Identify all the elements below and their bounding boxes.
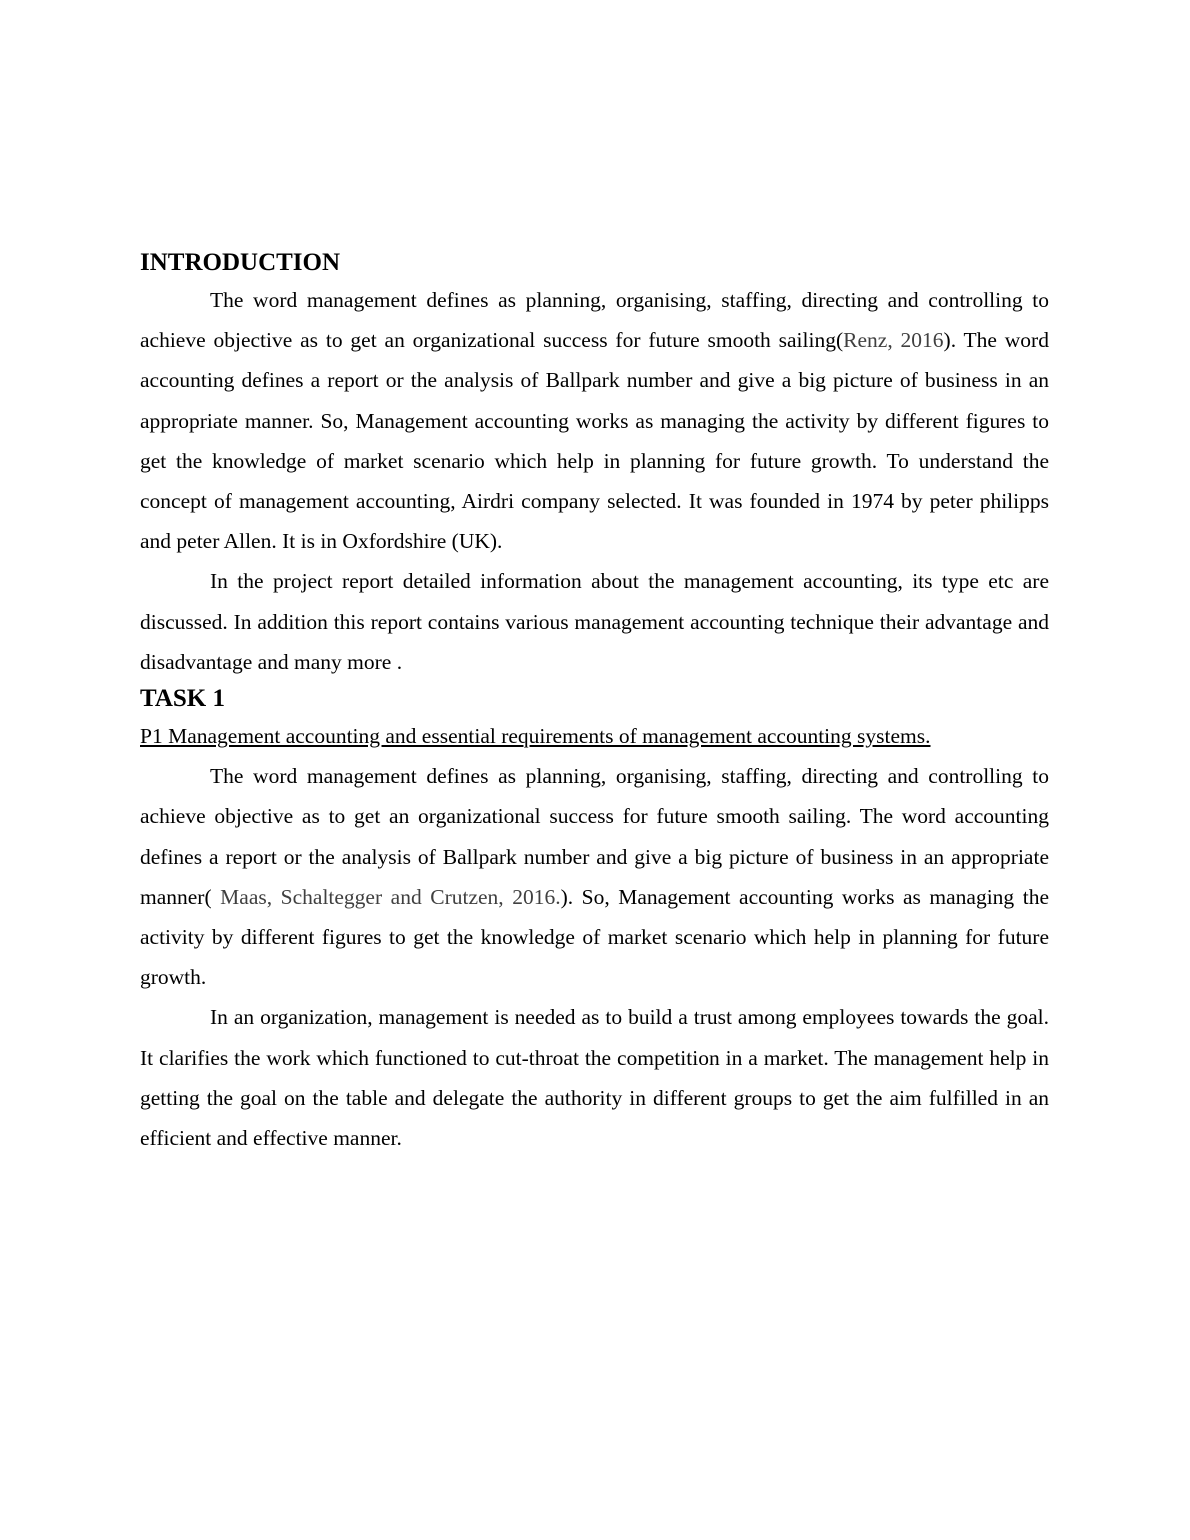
task1-paragraph-1 (140, 756, 1049, 997)
task1-p1-citation: Maas, Schaltegger and Crutzen, 2016. (211, 884, 561, 909)
intro-p1-citation: Renz, 2016 (843, 328, 944, 353)
task1-paragraph-2: In an organization, management is needed as to build a trust among employees towards the goal. It clarifies the work which functioned to cut-throat the competition in a market. The management help in getting the goal on the table and delegate the authority in different groups to get the aim fulfilled in an efficient and effective manner. (140, 1005, 1049, 1151)
task1-p1-text-before: The word management defines as planning, organising, staffing, directing and controlling to achieve objective as to get an organizational success for future smooth sailing. The word accounting defines a report or the analysis of Ballpark number and give a big picture of business in an appropriate manner( (140, 764, 1049, 909)
introduction-paragraph-2: In the project report detailed information about the management accounting, its type etc are discussed. In addition this report contains various management accounting technique their advantage and disadvantage and many more . (140, 569, 1049, 674)
introduction-heading: INTRODUCTION (140, 249, 341, 276)
page-content (140, 246, 1049, 1158)
task1-p1-text-after: ). So, Management accounting works as managing the activity by different figures to get the knowledge of market scenario which help in planning for future growth. (140, 884, 1049, 990)
introduction-paragraph-1 (140, 280, 1049, 561)
intro-p1-text-after: ). The word accounting defines a report or the analysis of Ballpark number and give a big picture of business in an appropriate manner. So, Management accounting works as managing the activity by different figures to get the knowledge of market scenario which help in planning for future growth. To understand the concept of management accounting, Airdri company selected. It was founded in 1974 by peter philipps and peter Allen. It is in Oxfordshire (UK). (140, 328, 1049, 554)
intro-p1-text-before: The word management defines as planning, organising, staffing, directing and controlling to achieve objective as to get an organizational success for future smooth sailing( (140, 288, 1049, 353)
task1-subheading: P1 Management accounting and essential requirements of management accounting systems. (140, 724, 931, 749)
task1-heading: TASK 1 (140, 685, 225, 713)
